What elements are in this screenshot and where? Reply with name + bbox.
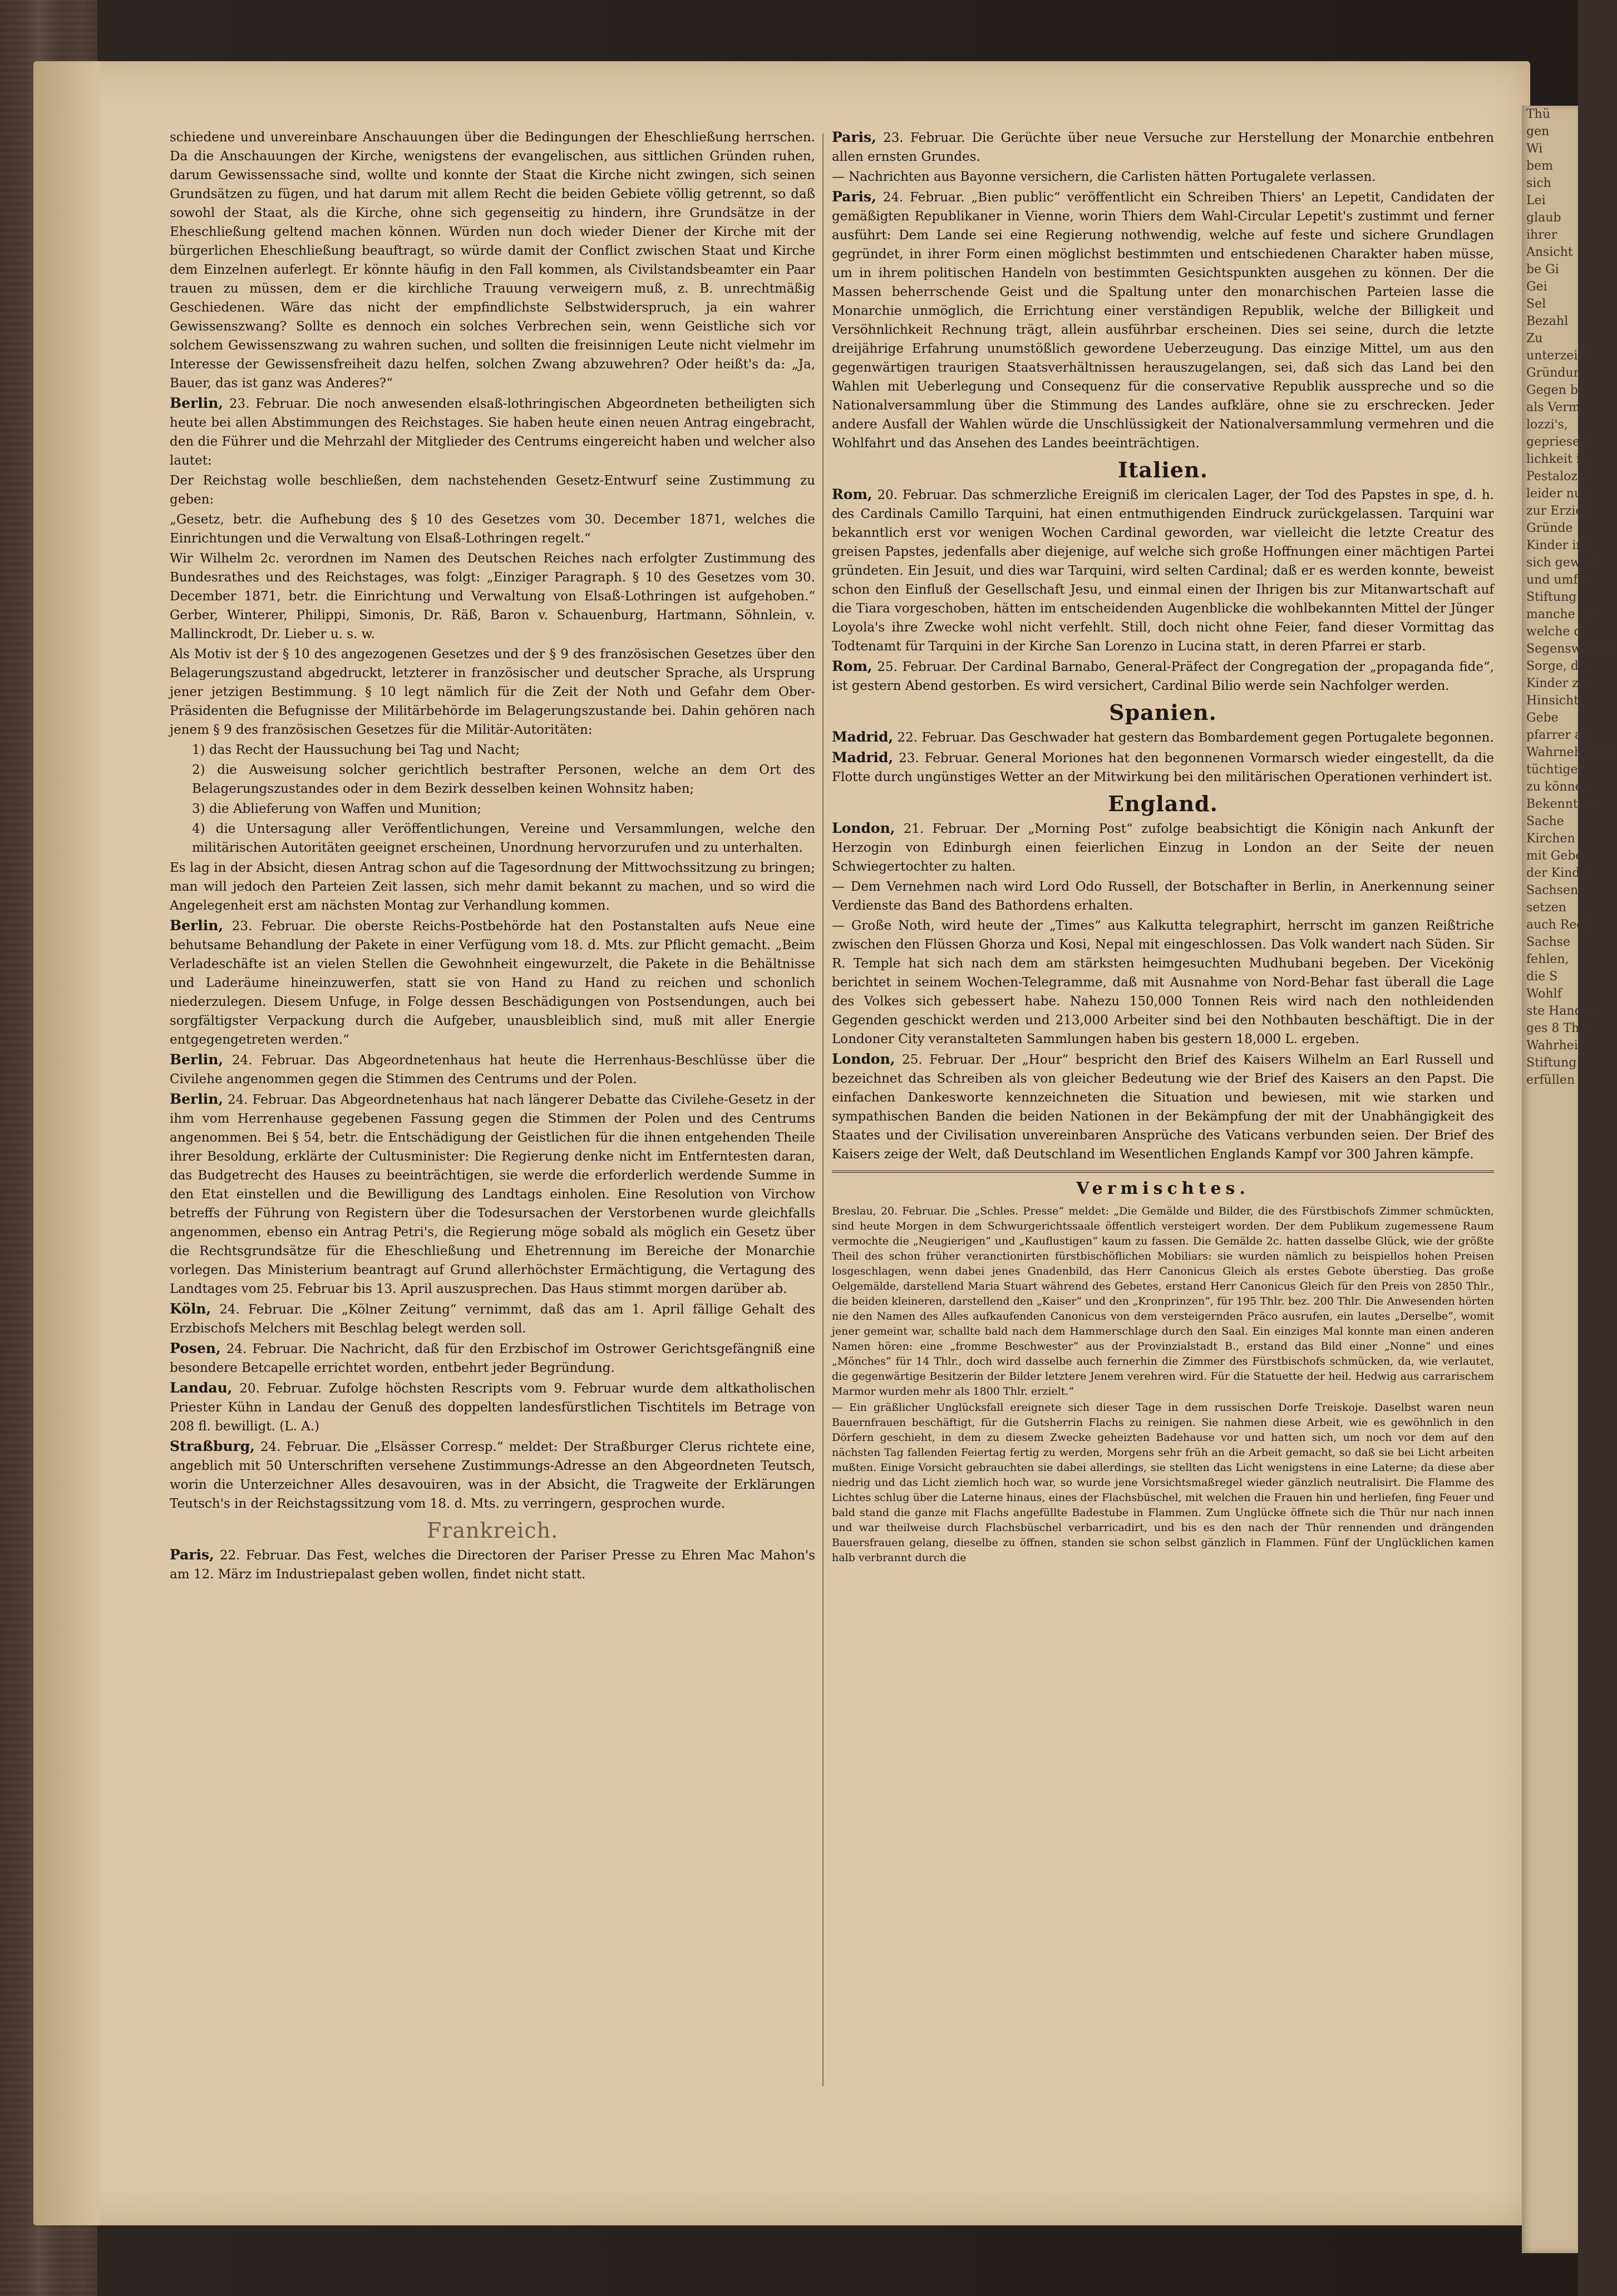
strip-line: ihrer xyxy=(1526,228,1557,242)
dateline: Paris, xyxy=(170,1547,214,1563)
strip-line: Kinder zu xyxy=(1526,677,1587,690)
strip-line: Wahrnehmung xyxy=(1526,745,1617,759)
strip-line: mit Gebe xyxy=(1526,849,1583,863)
strip-line: welche d xyxy=(1526,625,1582,639)
dateline: Berlin, xyxy=(170,1091,224,1107)
strip-line: sich geword xyxy=(1526,556,1602,570)
article-text: 25. Februar. Der „Hour“ bespricht den Brief des Kaisers Wilhelm an Earl Russell und bezeichnet das Schreiben als von gleicher Bedeutung wie der Brief des Kaisers an den Papst. Die einfachen Dankesworte kennzeichneten die Situation und bewiesen, mit wie starken und sympathischen Banden die beiden Nationen in der Bekämpfung der mit der Unabhängigkeit des Staates und der Civilisation unvereinbaren Ansprüche des Vaticans verbunden seien. Der Brief des Kaisers zeige der Welt, daß Deutschland im Wesentlichen Englands Kampf vor 300 Jahren kämpfe. xyxy=(832,1053,1494,1162)
dateline: London, xyxy=(832,820,895,836)
section-heading-england: England. xyxy=(1108,791,1218,816)
strip-line: Thü xyxy=(1526,107,1551,121)
strip-line: Stiftung xyxy=(1526,1056,1577,1070)
article-strassburg xyxy=(170,1437,815,1513)
article-text: 24. Februar. Das Abgeordnetenhaus hat nach längerer Debatte das Civilehe-Gesetz in der ihm vom Herrenhause gegebenen Fassung gegen die Stimmen der Polen und des Centrums angenommen. Bei § 54, betr. die Entschädigung der Geistlichen für die ihnen entgehenden Theile ihrer Besoldung, erklärte der Cultusminister: Die Regierung denke nicht im Entferntesten daran, das Budgetrecht des Hauses zu beeinträchtigen, sie werde die erforderlich werdende Summe in den Etat einstellen und die Bewilligung des Landtags einholen. Eine Resolution von Virchow betreffs der Führung von Registern über die Todesursachen der Verstorbenen wurde gleichfalls angenommen, ebenso ein Antrag Petri's, die Regierung möge sobald als möglich ein Gesetz über die Rechtsgrundsätze für die Eheschließung und Ehetrennung im Bereiche der Monarchie vorlegen. Das Ministerium beantragt auf Grund allerhöchster Ermächtigung, die Vertagung des Landtages vom 25. Februar bis 13. April auszusprechen. Das Haus stimmt morgen darüber ab. xyxy=(170,1093,815,1296)
misc-paragraph: Breslau, 20. Februar. Die „Schles. Presse“ meldet: „Die Gemälde und Bilder, die des Fürstbischofs Zimmer schmückten, sind heute Morgen in dem Schwurgerichtssaale öffentlich versteigert worden. Der dem Publikum zugemessene Raum vermochte die „Neugierigen“ und „Kauflustigen“ kaum zu fassen. Die Gemälde 2c. hatten dasselbe Glück, wie der größte Theil des schon früher veranctionirten fürstbischöflichen Mobiliars: sie wurden nämlich zu beispiellos hohen Preisen losgeschlagen, wenn dabei jenes Gnadenbild, das Herr Canonicus Gleich als erstes Gebote überstieg. Das große Oelgemälde, darstellend Maria Stuart während des Gebetes, erstand Herr Canonicus Gleich für den Preis von 2850 Thlr., die beiden kleineren, darstellend den „Kaiser“ und den „Kronprinzen“, für 195 Thlr. bez. 200 Thlr. Die Anwesenden hörten nie den Namen des Alles aufkaufenden Canonicus von dem versteigernden Präco ausrufen, ein lautes „Derselbe“, womit jener gemeint war, schallte bald nach dem Hammerschlage durch den Saal. Ein einziges Mal konnte man einen anderen Namen hören: eine „fromme Beschwester“ aus der Provinzialstadt B., erstand das Bild einer „Nonne“ und eines „Mönches“ für 14 Thlr., doch wird dasselbe auch fernerhin die Zimmer des Fürstbischofs schmücken, da, wie verlautet, die gegenwärtige Besitzerin der Bilder letztere Jenem verehren wird. Für die Statuette der heil. Hedwig aus carrarischem Marmor wurden mehr als 1800 Thlr. erzielt.“ xyxy=(832,1205,1494,1398)
strip-line: ges 8 The xyxy=(1526,1021,1587,1035)
article-text: 20. Februar. Das schmerzliche Ereigniß im clericalen Lager, der Tod des Papstes in spe, d. h. des Cardinals Camillo Tarquini, hat einen entmuthigenden Eindruck zurückgelassen. Tarquini war bekanntlich erst vor wenigen Wochen Cardinal geworden, war vielleicht die letzte Creatur des greisen Papstes, jedenfalls aber diejenige, auf welche sich große Hoffnungen einer mächtigen Partei gründeten. Ein Jesuit, und dies war Tarquini, wird selten Cardinal; daß er es werden konnte, beweist schon den Einfluß der Gesellschaft Jesu, und einmal einen der Ihrigen bis zur Mitanwartschaft auf die Tiara vorgeschoben, hätten im entscheidenden Augenblicke die wohlbekannten Mittel der Jünger Loyola's ihre Zwecke wohl nicht verfehlt. Still, doch nicht ohne Feier, fand dieser Vormittag das Todtenamt für Tarquini in der Kirche San Lorenzo in Lucina statt, in deren Pfarrei er starb. xyxy=(832,488,1494,654)
strip-line: unterzeich xyxy=(1526,349,1593,363)
intro-paragraph: schiedene und unvereinbare Anschauungen über die Bedingungen der Eheschließung herrschen. Da die Anschauungen der Kirche, wenigstens der evangelischen, aus sittlichen Gründen ruhen, darum Gewissenssache sind, wollte und konnte der Staat die Kirche nicht zwingen, sich seinen Grundsätzen zu fügen, und hat darum mit allem Recht die beiden Gebiete völlig getrennt, so daß sowohl der Staat, als die Kirche, ohne sich gegenseitig zu hindern, ihre Grundsätze in der Eheschließung geltend machen können. Würden nun doch wieder Diener der Kirche mit der bürgerlichen Eheschließung beauftragt, so würde damit der Conflict zwischen Staat und Kirche dem Einzelnen auferlegt. Er könnte häufig in den Fall kommen, als Civilstandsbeamter ein Paar trauen zu müssen, dem er die kirchliche Trauung verweigern muß, z. B. unrechtmäßig Geschiedenen. Wäre das nicht der empfindlichste Selbstwiderspruch, ja ein wahrer Gewissenszwang? Sollte es dennoch ein solches Verbrechen sein, wenn Geistliche sich vor solchem Gewissenszwang zu wahren suchen, und sollten die freisinnigen Leute nicht vielmehr im Interesse der Gewissensfreiheit dazu helfen, solchen Zwang abzuwehren? Oder heißt's da: „Ja, Bauer, das ist ganz was Anderes?“ xyxy=(170,130,815,391)
strip-line: Lei xyxy=(1526,194,1546,208)
article-paragraph: Der Reichstag wolle beschließen, dem nachstehenden Gesetz-Entwurf seine Zustimmung zu geben: xyxy=(170,473,815,507)
article-posen xyxy=(170,1339,815,1377)
column-divider xyxy=(822,134,824,2086)
section-heading-frankreich: Frankreich. xyxy=(426,1518,559,1543)
adjacent-page-strip xyxy=(1522,106,1617,2253)
strip-line: Sache xyxy=(1526,814,1564,828)
section-rule xyxy=(832,1171,1494,1176)
strip-line: Gründe xyxy=(1526,521,1573,535)
page-edge-stain xyxy=(33,61,100,2225)
strip-line: Zu xyxy=(1526,332,1543,345)
article-text: 24. Februar. Die „Kölner Zeitung“ vernimmt, daß das am 1. April fällige Gehalt des Erzbischofs Melchers mit Beschlag belegt werden soll. xyxy=(170,1302,816,1336)
strip-line: ste Hand ni xyxy=(1526,1004,1598,1018)
strip-line: Sel xyxy=(1526,297,1546,311)
article-text: 23. Februar. General Moriones hat den begonnenen Vormarsch wieder eingestellt, da die Flotte durch ungünstiges Wetter an der Mitwirkung bei den militärischen Operationen verhindert ist. xyxy=(832,751,1494,784)
strip-line: sich xyxy=(1526,176,1551,190)
dateline: London, xyxy=(832,1051,895,1067)
article-paragraph: „Gesetz, betr. die Aufhebung des § 10 des Gesetzes vom 30. December 1871, welches die Einrichtungen und die Verwaltung von Elsaß-Lothringen regelt.“ xyxy=(170,512,815,546)
dateline: Landau, xyxy=(170,1380,233,1396)
dateline: Berlin, xyxy=(170,395,224,411)
article-london-1 xyxy=(832,819,1494,876)
strip-line: erfüllen xyxy=(1526,1073,1575,1087)
article-berlin-3 xyxy=(170,1050,815,1089)
article-berlin-1 xyxy=(170,394,815,470)
list-item: 3) die Ablieferung von Waffen und Munition; xyxy=(192,802,481,816)
article-rom-1 xyxy=(832,485,1494,656)
article-text: 22. Februar. Das Geschwader hat gestern das Bombardement gegen Portugalete begonnen. xyxy=(897,730,1494,745)
dateline: Straßburg, xyxy=(170,1438,255,1454)
strip-line: Bekenntnis xyxy=(1526,797,1596,811)
strip-line: Ansicht xyxy=(1526,245,1573,259)
article-paragraph: Wir Wilhelm 2c. verordnen im Namen des Deutschen Reiches nach erfolgter Zustimmung des Bundesrathes und des Reichstages, was folgt: „Einziger Paragraph. § 10 des Gesetzes vom 30. December 1871, betr. die Einrichtung und Verwaltung von Elsaß-Lothringen ist aufgehoben.“ Gerber, Winterer, Philippi, Simonis, Dr. Räß, Baron v. Schauenburg, Hartmann, Söhnlein, v. Mallinckrodt, Dr. Lieber u. s. w. xyxy=(170,551,815,641)
article-text: 23. Februar. Die Gerüchte über neue Versuche zur Herstellung der Monarchie entbehren allen ernsten Grundes. xyxy=(832,131,1495,164)
article-text: 22. Februar. Das Fest, welches die Directoren der Pariser Presse zu Ehren Mac Mahon's am 12. März im Industriepalast geben wollen, findet nicht statt. xyxy=(170,1548,816,1582)
article-madrid-1 xyxy=(832,728,1494,747)
strip-line: Wi xyxy=(1526,142,1543,156)
strip-line: lichkeit in xyxy=(1526,452,1588,466)
article-koeln xyxy=(170,1300,815,1338)
strip-line: setzen xyxy=(1526,901,1566,915)
strip-line: Stiftung xyxy=(1526,590,1577,604)
strip-line: die S xyxy=(1526,970,1558,984)
strip-line: der Kinder xyxy=(1526,866,1593,880)
article-text: 20. Februar. Zufolge höchsten Rescripts vom 9. Februar wurde dem altkatholischen Priester Kühn in Landau der Genuß des doppelten landesfürstlichen Tischtitels im Betrage von 208 fl. bewilligt. xyxy=(170,1381,815,1434)
dateline: Rom, xyxy=(832,658,872,674)
strip-line: leider nur xyxy=(1526,487,1588,501)
strip-line: gepriesen xyxy=(1526,435,1588,449)
dateline: Köln, xyxy=(170,1301,211,1317)
article-madrid-2 xyxy=(832,748,1494,787)
article-text: 24. Februar. „Bien public“ veröffentlicht ein Schreiben Thiers' an Lepetit, Candidaten der gemäßigten Republikaner in Vienne, worin Thiers dem Wahl-Circular Lepetit's zustimmt und ferner ausführt: Dem Lande sei eine Regierung nothwendig, welche auf feste und sichere Grundlagen gegründet, in ihrer Form einen möglichst bestimmten und entschiedenen Charakter haben müsse, um in ihrem politischen Handeln von bestimmten Gesichtspunkten ausgehen zu können. Der die Massen beherrschende Geist und die Spaltung unter den monarchischen Parteien lasse die Monarchie unmöglich, die Errichtung einer verständigen Republik, welche der Billigkeit und Versöhnlichkeit Rechnung trägt, allein ausführbar erscheinen. Dies sei seine, durch die letzte dreijährige Erfahrung unumstößlich gewordene Ueberzeugung. Das einzige Mittel, um aus den gegenwärtigen traurigen Staatsverhältnissen herauszugelangen, sei, daß sich das Land bei den Wahlen mit Ueberlegung und Consequenz für die conservative Republik ausspreche und so die Nationalversammlung über die Stimmung des Landes aufkläre, ohne sie zu erschrecken. Jeder andere Ausfall der Wahlen würde die Unschlüssigkeit der Nationalversammlung vermehren und die Wohlfahrt und das Ansehen des Landes beeinträchtigen. xyxy=(832,190,1494,451)
article-berlin-2 xyxy=(170,916,815,1049)
dateline: Madrid, xyxy=(832,749,894,766)
article-paragraph: — Große Noth, wird heute der „Times“ aus Kalkutta telegraphirt, herrscht im ganzen Reißtriche zwischen den Flüssen Ghorza und Kosi, Nepal mit eingeschlossen. Das Volk wandert nach Süden. Sir R. Temple hat sich nach dem am stärksten heimgesuchten Mudhubani begeben. Der Vicekönig berichtet in seinem Wochen-Telegramme, daß mit Ausnahme von Nord-Behar fast überall die Lage des Volkes sich gebessert habe. Nahezu 150,000 Tonnen Reis wird nach den nothleidenden Gegenden geschickt werden und 213,000 Arbeiter sind bei den Nothbauten beschäftigt. Die in der Londoner City veranstalteten Sammlungen haben bis gestern 18,000 L. ergeben. xyxy=(832,919,1494,1046)
section-heading-vermischtes: Vermischtes. xyxy=(1076,1179,1250,1198)
dateline: Rom, xyxy=(832,486,872,502)
strip-line: Gründun xyxy=(1526,366,1581,380)
strip-line: fehlen, xyxy=(1526,952,1569,966)
dateline: Paris, xyxy=(832,129,876,145)
article-paragraph: Als Motiv ist der § 10 des angezogenen Gesetzes und der § 9 des französischen Gesetzes über den Belagerungszustand abgedruckt, letzterer in französischer und deutscher Sprache, als Ursprung jener jetzigen Bestimmung. § 10 legt nämlich für die Zeit der Noth und Gefahr dem Ober-Präsidenten die Befugnisse der Militärbehörde im Belagerungszustande bei. Dahin gehören nach jenem § 9 des französischen Gesetzes für die Militär-Autoritäten: xyxy=(170,647,815,737)
military-rights-list xyxy=(170,740,815,857)
article-paragraph: Es lag in der Absicht, diesen Antrag schon auf die Tagesordnung der Mittwochssitzung zu bringen; man will jedoch den Parteien Zeit lassen, sich mehr damit bekannt zu machen, und so wird die Angelegenheit erst am nächsten Montag zur Verhandlung kommen. xyxy=(170,861,815,913)
strip-line: gen xyxy=(1526,125,1550,139)
strip-line: Segenswirkun xyxy=(1526,642,1615,656)
strip-line: bem xyxy=(1526,159,1553,173)
strip-line: Kinder im xyxy=(1526,539,1588,552)
article-paris-1 xyxy=(170,1546,815,1584)
section-heading-spanien: Spanien. xyxy=(1109,700,1217,725)
article-text: 24. Februar. Das Abgeordnetenhaus hat heute die Herrenhaus-Beschlüsse über die Civilehe angenommen gegen die Stimmen des Centrums und der Polen. xyxy=(170,1053,815,1087)
dateline: Berlin, xyxy=(170,917,224,934)
article-rom-2 xyxy=(832,657,1494,695)
strip-line: und umfas xyxy=(1526,573,1591,587)
strip-line: Sachse xyxy=(1526,935,1570,949)
strip-line: zu können. xyxy=(1526,780,1594,794)
strip-line: auch Rech xyxy=(1526,918,1591,932)
list-item: 4) die Untersagung aller Veröffentlichungen, Vereine und Versammlungen, welche den militärischen Autoritäten geeignet erscheinen, Unordnung hervorzurufen und zu unterhalten. xyxy=(192,822,815,855)
article-text: 25. Februar. Der Cardinal Barnabo, General-Präfect der Congregation der „propaganda fide“, ist gestern Abend gestorben. Es wird versichert, Cardinal Bilio werde sein Nachfolger werden. xyxy=(832,660,1494,693)
strip-line: Hinsicht xyxy=(1526,694,1579,708)
strip-line: manche Ha xyxy=(1526,608,1597,621)
right-column xyxy=(832,128,1494,2086)
article-paris-2 xyxy=(832,128,1494,166)
article-berlin-4 xyxy=(170,1090,815,1298)
strip-line: Gegen be xyxy=(1526,383,1585,397)
list-item: 2) die Ausweisung solcher gerichtlich bestrafter Personen, welche an dem Ort des Belagerungszustandes oder in dem Bezirk desselben keinen Wohnsitz haben; xyxy=(192,763,815,796)
strip-line: tüchtigen xyxy=(1526,763,1586,777)
article-paris-3 xyxy=(832,187,1494,453)
strip-line: Sachsen xyxy=(1526,883,1579,897)
article-london-2 xyxy=(832,1050,1494,1164)
strip-line: Wahrheit xyxy=(1526,1039,1583,1053)
article-text: 23. Februar. Die oberste Reichs-Postbehörde hat den Postanstalten aufs Neue eine behutsame Behandlung der Pakete in einer Verfügung vom 18. d. Mts. zur Pflicht gemacht. „Beim Verladeschäfte ist an vielen Stellen die Gewohnheit eingewurzelt, die Pakete in die Behältnisse und Laderäume hineinzuwerfen, statt sie von Hand zu Hand zu reichen und schonlich niederzulegen. Diesem Unfuge, in Folge dessen Beschädigungen von Postsendungen, auch bei sorgfältigster Verpackung durch die Aufgeber, unausbleiblich sind, muß mit aller Energie entgegengetreten werden.“ xyxy=(170,919,816,1047)
article-text: 23. Februar. Die noch anwesenden elsaß-lothringischen Abgeordneten betheiligten sich heute bei allen Abstimmungen des Reichstages. Sie haben heute einen neuen Antrag eingebracht, den die Führer und die Mehrzahl der Mitglieder des Centrums eingereicht haben und welcher also lautet: xyxy=(170,397,816,468)
article-text: 24. Februar. Die „Elsässer Corresp.“ meldet: Der Straßburger Clerus richtete eine, angeblich mit 50 Unterschriften versehene Zustimmungs-Adresse an den Abgeordneten Teutsch, worin die Unterzeichner Alles desavouiren, was in der Absicht, die Tragweite der Erklärungen Teutsch's in der Reichstagssitzung vom 18. d. Mts. zu verringern, gesprochen wurde. xyxy=(170,1440,816,1511)
strip-line: Gei xyxy=(1526,280,1547,294)
dateline: Paris, xyxy=(832,189,876,205)
strip-line: Bezahl xyxy=(1526,314,1569,328)
strip-line: be Gi xyxy=(1526,263,1559,276)
strip-line: Pestalozzi xyxy=(1526,470,1588,483)
strip-line: zur Erzieh xyxy=(1526,504,1591,518)
strip-line: Kirchen xyxy=(1526,832,1575,846)
source-signature: (L. A.) xyxy=(279,1419,319,1434)
misc-paragraph: — Ein gräßlicher Unglücksfall ereignete sich dieser Tage in dem russischen Dorfe Treiskoje. Daselbst waren neun Bauernfrauen beschäftigt, für die Gutsherrin Flachs zu reinigen. Sie nahmen diese Arbeit, wie es gewöhnlich in den Dörfern geschieht, in dem zu diesem Zwecke geheizten Badehause vor und hatten sich, um noch vor dem auf den nächsten Tag fallenden Feiertag fertig zu werden, Morgens sehr früh an die Arbeit gemacht, so daß sie bei Licht arbeiten mußten. Einige Vorsicht gebrauchten sie dabei allerdings, sie stellten das Licht wenigstens in eine Laterne; da diese aber niedrig und das Licht ziemlich hoch war, so wurde jene Vorsichtsmaßregel wieder gänzlich neutralisirt. Die Flamme des Lichtes schlug über die Laterne hinaus, eines der Flachsbüschel, mit welchen die Frauen hin und herliefen, fing Feuer und bald stand die ganze mit Flachs angefüllte Badestube in Flammen. Zum Unglücke öffnete sich die Thür nur nach innen und war theilweise durch Flachsbüschel verbarricadirt, und bis es den nach der Thür rennenden und drängenden Bauersfrauen gelang, dieselbe zu öffnen, standen sie schon selbst gänzlich in Flammen. Fünf der Unglücklichen kamen halb verbrannt durch die xyxy=(832,1401,1494,1564)
section-heading-italien: Italien. xyxy=(1118,457,1208,482)
strip-line: Wohlf xyxy=(1526,987,1562,1001)
strip-line: Gebe xyxy=(1526,711,1559,725)
strip-line: Sorge, die xyxy=(1526,659,1590,673)
article-text: 21. Februar. Der „Morning Post“ zufolge beabsichtigt die Königin nach Ankunft der Herzogin von Edinburgh einen feierlichen Einzug in London an der Seite der neuen Schwiegertochter zu halten. xyxy=(832,822,1494,874)
strip-line: glaub xyxy=(1526,211,1561,225)
article-landau xyxy=(170,1379,815,1436)
left-column xyxy=(170,128,815,2086)
article-paragraph: — Dem Vernehmen nach wird Lord Odo Russell, der Botschafter in Berlin, in Anerkennung seiner Verdienste das Band des Bathordens erhalten. xyxy=(832,880,1494,913)
article-paragraph: — Nachrichten aus Bayonne versichern, die Carlisten hätten Portugalete verlassen. xyxy=(832,170,1376,184)
list-item: 1) das Recht der Haussuchung bei Tag und Nacht; xyxy=(192,743,520,757)
dateline: Berlin, xyxy=(170,1051,224,1068)
dateline: Posen, xyxy=(170,1340,221,1356)
article-text: 24. Februar. Die Nachricht, daß für den Erzbischof im Ostrower Gerichtsgefängniß eine besondere Betcapelle errichtet worden, entbehrt jeder Begründung. xyxy=(170,1342,815,1375)
strip-line: pfarrer als xyxy=(1526,728,1593,742)
strip-line: lozzi's, xyxy=(1526,418,1568,432)
strip-line: als Verm xyxy=(1526,401,1580,414)
dateline: Madrid, xyxy=(832,729,894,745)
